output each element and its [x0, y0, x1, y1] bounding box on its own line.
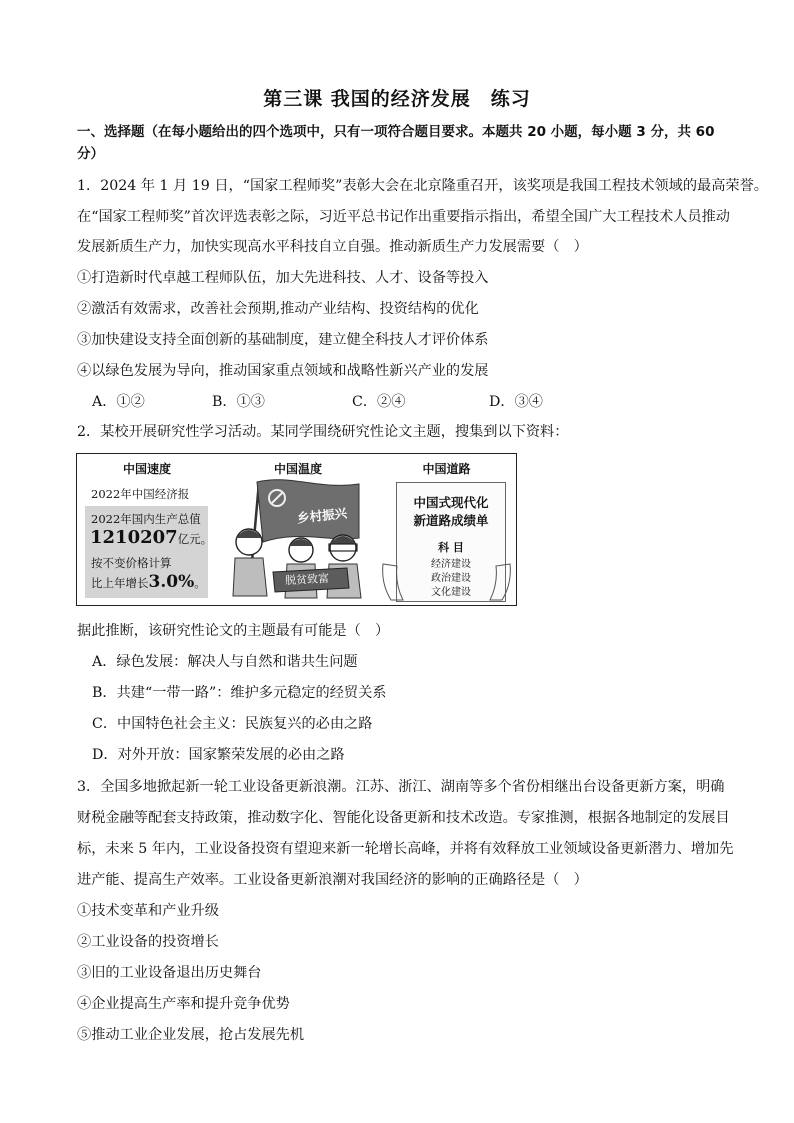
gdp-value: 1210207: [90, 527, 178, 548]
q2-option-c[interactable]: C．中国特色社会主义：民族复兴的必由之路: [92, 716, 373, 732]
q1-item: ④以绿色发展为导向，推动国家重点领域和战略性新兴产业的发展: [77, 363, 489, 379]
q3-item: ①技术变革和产业升级: [77, 903, 219, 919]
china-road-title: 中国道路: [422, 462, 471, 476]
economic-report-label: 2022年中国经济报: [91, 487, 190, 501]
growth-rate: 3.0%: [148, 572, 195, 592]
q2-stem: 2．某校开展研究性学习活动。某同学围绕研究性论文主题，搜集到以下资料：: [77, 424, 569, 440]
q3-item: ④企业提高生产率和提升竞争优势: [77, 996, 290, 1012]
q1-option-c[interactable]: C．②④: [352, 394, 406, 410]
q1-item: ②激活有效需求，改善社会预期,推动产业结构、投资结构的优化: [77, 301, 479, 317]
q1-option-a[interactable]: A．①②: [92, 394, 145, 410]
gdp-label: 2022年国内生产总值: [91, 512, 201, 526]
china-speed-title: 中国速度: [122, 462, 171, 476]
growth-end: 。: [194, 576, 206, 590]
report-card-heading-1: 中国式现代化: [413, 495, 489, 510]
q3-stem-line: 3．全国多地掀起新一轮工业设备更新浪潮。江苏、浙江、湖南等多个省份相继出台设备更新方案，明确: [77, 779, 725, 795]
q2-material-figure: [76, 453, 517, 606]
q3-item: ③旧的工业设备退出历史舞台: [77, 965, 262, 981]
gdp-value-line: [90, 527, 212, 548]
q3-stem-line: 标，未来 5 年内，工业设备投资有望迎来新一轮增长高峰，并将有效释放工业领域设备更新潜力、增加先: [77, 841, 734, 857]
q2-option-d[interactable]: D．对外开放：国家繁荣发展的必由之路: [92, 747, 345, 763]
q1-item: ③加快建设支持全面创新的基础制度，建立健全科技人才评价体系: [77, 332, 489, 348]
subject-economy: 经济建设: [431, 559, 471, 570]
gdp-unit: 亿元。: [177, 532, 213, 546]
q3-item: ②工业设备的投资增长: [77, 934, 219, 950]
q2-question: 据此推断，该研究性论文的主题最有可能是（ ）: [77, 623, 390, 639]
subject-culture: 文化建设: [431, 587, 471, 598]
q1-option-d[interactable]: D．③④: [489, 394, 543, 410]
q1-stem-line: 在“国家工程师奖”首次评选表彰之际，习近平总书记作出重要指示指出，希望全国广大工程技术人员推动: [77, 209, 730, 225]
china-temperature-panel: [219, 454, 377, 605]
q1-stem-line: 发展新质生产力，加快实现高水平科技自立自强。推动新质生产力发展需要（ ）: [77, 239, 588, 255]
subject-politics: 政治建设: [431, 573, 471, 584]
growth-line: [91, 572, 206, 592]
q1-option-b[interactable]: B．①③: [212, 394, 265, 410]
report-card-heading-2: 新道路成绩单: [413, 513, 489, 528]
q2-option-a[interactable]: A．绿色发展：解决人与自然和谐共生问题: [92, 654, 358, 670]
q2-option-b[interactable]: B．共建“一带一路”：维护多元稳定的经贸关系: [92, 685, 387, 701]
china-speed-panel: [77, 454, 217, 605]
q1-stem-line: 1．2024 年 1 月 19 日，“国家工程师奖”表彰大会在北京隆重召开，该奖项是我国工程技术领域的最高荣誉。: [77, 178, 768, 194]
growth-label: 比上年增长: [91, 576, 149, 590]
q3-stem-line: 财税金融等配套支持政策，推动数字化、智能化设备更新和技术改造。专家推测，根据各地制定的发展目: [77, 810, 730, 826]
q1-item: ①打造新时代卓越工程师队伍，加大先进科技、人才、设备等投入: [77, 270, 489, 286]
poverty-alleviation-text: 脱贫致富: [284, 571, 330, 588]
q3-item: ⑤推动工业企业发展，抢占发展先机: [77, 1027, 305, 1043]
price-basis-label: 按不变价格计算: [91, 556, 172, 570]
rural-revitalization-text: 乡村振兴: [296, 505, 348, 526]
subject-label: 科 目: [438, 541, 464, 554]
hands-icon: [377, 554, 516, 606]
section-heading: 一、选择题（在每小题给出的四个选项中，只有一项符合题目要求。本题共 20 小题，每小题 3 分，共 60: [77, 124, 715, 140]
section-heading-cont: 分）: [77, 146, 104, 162]
page-title: 第三课 我国的经济发展 练习: [263, 88, 531, 110]
china-temperature-title: 中国温度: [273, 462, 322, 476]
q3-stem-line: 进产能、提高生产效率。工业设备更新浪潮对我国经济的影响的正确路径是（ ）: [77, 872, 588, 888]
